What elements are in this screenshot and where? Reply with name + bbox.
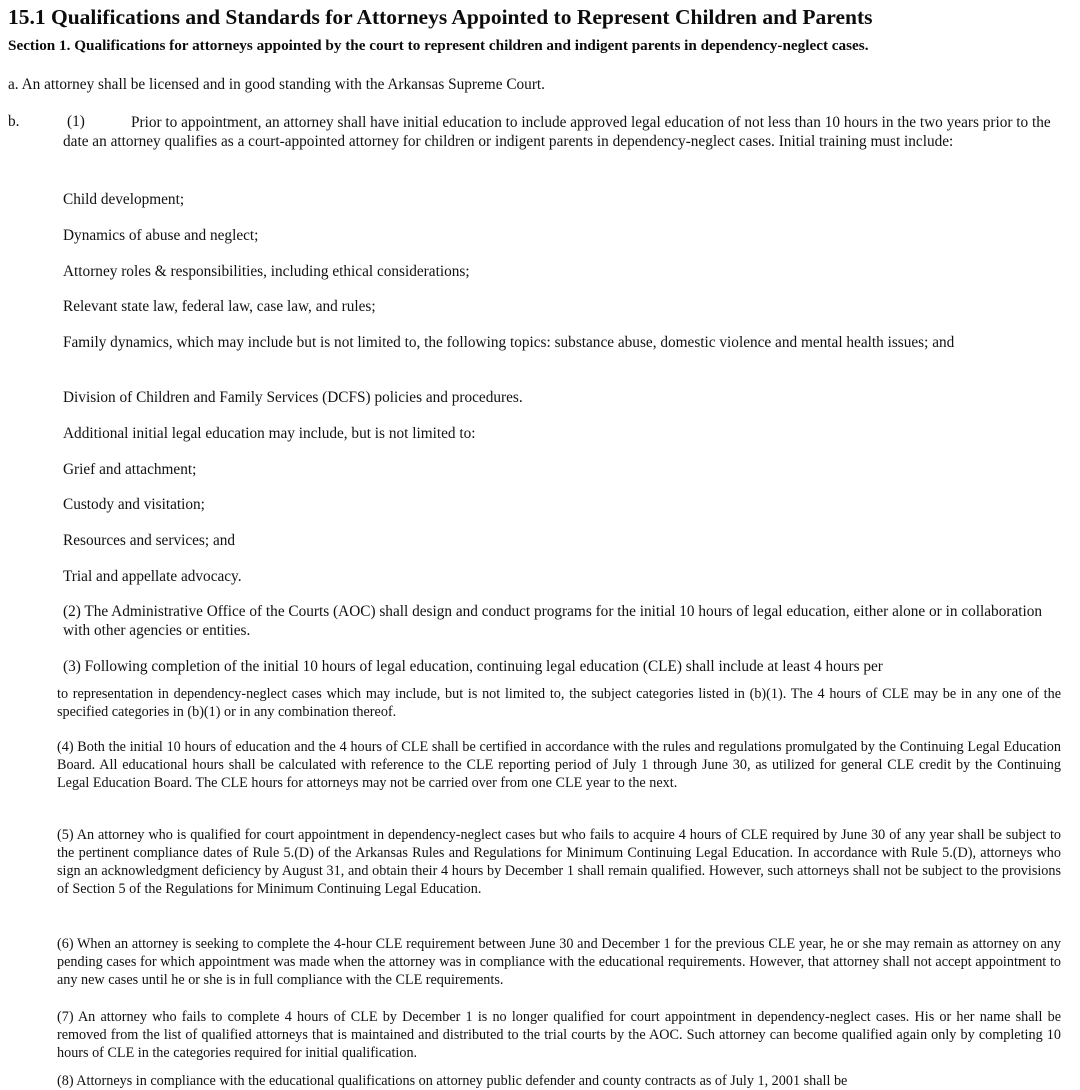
- paragraph-b4: (4) Both the initial 10 hours of education and the 4 hours of CLE shall be certified in accordance with the rules and regulations promulgated by the Continuing Legal Education Board. All educational hours shall be calculated with reference to the CLE reporting period of July 1 through June 30, as utilized for general CLE credit by the Continuing Legal Education Board. The CLE hours for attorneys may not be carried over from one CLE year to the next.: [57, 739, 1061, 791]
- initial-topic-item: Family dynamics, which may include but is not limited to, the following topics: substance abuse, domestic violence and mental health issues; and: [63, 334, 955, 351]
- paragraph-b1-text: Prior to appointment, an attorney shall have initial education to include approved legal education of not less than 10 hours in the two years prior to the date an attorney qualifies as a court-appointed attorney for children or indigent parents in dependency-neglect cases. Initial training must include:: [63, 114, 1051, 150]
- paragraph-b6: (6) When an attorney is seeking to complete the 4-hour CLE requirement between June 30 and December 1 for the previous CLE year, he or she may remain as attorney on any pending cases for which appointment was made when the attorney was in compliance with the educational requirements. However, that attorney shall not accept appointment to any new cases until he or she is in full compliance with the CLE requirements.: [57, 936, 1061, 988]
- paragraph-a: a. An attorney shall be licensed and in good standing with the Arkansas Supreme Court.: [8, 76, 545, 93]
- section-heading: Section 1. Qualifications for attorneys appointed by the court to represent children and indigent parents in dependency-neglect cases.: [8, 37, 869, 54]
- paragraph-b2: (2) The Administrative Office of the Courts (AOC) shall design and conduct programs for the initial 10 hours of legal education, either alone or in collaboration with other agencies or entities.: [63, 603, 1043, 639]
- paragraph-b1-number: (1): [67, 113, 85, 130]
- paragraph-b-label: b.: [8, 113, 20, 130]
- paragraph-b5: (5) An attorney who is qualified for court appointment in dependency-neglect cases but who fails to acquire 4 hours of CLE required by June 30 of any year shall be subject to the pertinent compliance dates of Rule 5.(D) of the Arkansas Rules and Regulations for Minimum Continuing Legal Education. In accordance with Rule 5.(D), attorneys who sign an acknowledgment deficiency by August 31, and obtain their 4 hours by December 1 shall remain qualified. However, such attorneys shall not be subject to the provisions of Section 5 of the Regulations for Minimum Continuing Legal Education.: [57, 827, 1061, 897]
- initial-topic-item: Division of Children and Family Services (DCFS) policies and procedures.: [63, 389, 523, 406]
- paragraph-b7: (7) An attorney who fails to complete 4 hours of CLE by December 1 is no longer qualified for court appointment in dependency-neglect cases. His or her name shall be removed from the list of qualified attorneys that is maintained and distributed to the trial courts by the AOC. Such attorney can become qualified again only by completing 10 hours of CLE in the categories required for initial qualification.: [57, 1009, 1061, 1061]
- initial-topic-item: Child development;: [63, 191, 185, 208]
- additional-topic-item: Resources and services; and: [63, 532, 236, 549]
- additional-topic-item: Grief and attachment;: [63, 461, 197, 478]
- paragraph-b3-continued: to representation in dependency-neglect cases which may include, but is not limited to, the subject categories listed in (b)(1). The 4 hours of CLE may be in any one of the specified categories in (b)(1) or in any combination thereof.: [57, 686, 1061, 720]
- additional-topic-item: Custody and visitation;: [63, 496, 205, 513]
- additional-topics-intro: Additional initial legal education may include, but is not limited to:: [63, 425, 476, 442]
- initial-topic-item: Relevant state law, federal law, case law, and rules;: [63, 298, 376, 315]
- document-title: 15.1 Qualifications and Standards for Attorneys Appointed to Represent Children and Parents: [8, 5, 873, 29]
- paragraph-b8-partial: (8) Attorneys in compliance with the educational qualifications on attorney public defender and county contracts as of July 1, 2001 shall be: [57, 1073, 848, 1089]
- initial-topic-item: Attorney roles & responsibilities, including ethical considerations;: [63, 263, 470, 280]
- initial-topic-item: Dynamics of abuse and neglect;: [63, 227, 259, 244]
- paragraph-b3-first-line: (3) Following completion of the initial 10 hours of legal education, continuing legal education (CLE) shall include at least 4 hours per: [63, 658, 883, 675]
- additional-topic-item: Trial and appellate advocacy.: [63, 568, 242, 585]
